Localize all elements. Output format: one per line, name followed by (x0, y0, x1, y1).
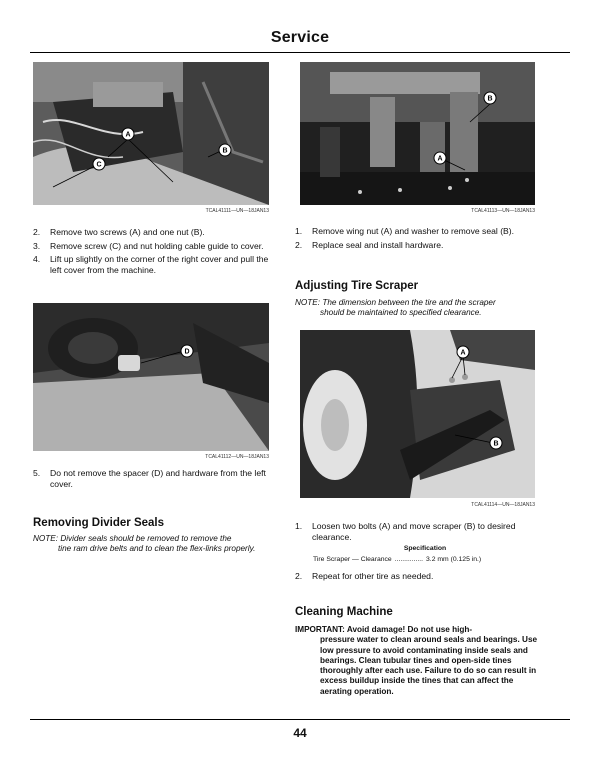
step-item: 4. Lift up slightly on the corner of the right cover and pull the left cover from the machine. (33, 254, 269, 275)
footer-rule (30, 719, 570, 720)
callout-a (457, 346, 469, 358)
photo-caption: TCAL41111—UN—18JAN13 (205, 208, 269, 214)
step-item: 1. Remove wing nut (A) and washer to remove seal (B). (295, 226, 515, 236)
steps-list-adjust-scraper (295, 521, 545, 545)
section-heading-adjusting-tire-scraper: Adjusting Tire Scraper (295, 280, 419, 292)
steps-list-remove-seal (295, 226, 545, 253)
step-item: 1. Loosen two bolts (A) and move scraper (B) to desired clearance. (295, 521, 516, 542)
svg-text:C: C (96, 161, 102, 169)
callout-a (434, 152, 446, 164)
photo-spacer (33, 303, 269, 451)
callout-a (122, 128, 134, 140)
callout-d (181, 345, 193, 357)
steps-list-spacer (33, 468, 269, 492)
svg-text:B: B (487, 95, 493, 103)
svg-text:A: A (125, 131, 131, 139)
page-number: 44 (293, 726, 307, 740)
spec-value: 3.2 mm (0.125 in.) (426, 556, 482, 563)
page-title: Service (270, 29, 330, 46)
step-item: 2. Repeat for other tire as needed. (295, 571, 434, 581)
photo-caption: TCAL41113—UN—18JAN13 (471, 208, 535, 214)
photo-caption: TCAL41112—UN—18JAN13 (205, 454, 269, 460)
specification-title: Specification (403, 545, 447, 552)
photo-tire-scraper (300, 330, 535, 498)
callout-b (490, 437, 502, 449)
svg-text:B: B (222, 147, 228, 155)
steps-list-remove-cover (33, 227, 269, 278)
step-item: 2. Remove two screws (A) and one nut (B). (33, 227, 205, 237)
section-heading-removing-divider-seals: Removing Divider Seals (33, 517, 165, 529)
photo-caption: TCAL41114—UN—18JAN13 (471, 502, 535, 508)
callout-b (219, 144, 231, 156)
step-item: 5. Do not remove the spacer (D) and hardware from the left cover. (33, 468, 266, 489)
svg-text:B: B (493, 440, 499, 448)
photo-divider-seal (300, 62, 535, 205)
photo-cover-screws (33, 62, 269, 205)
header-rule (30, 52, 570, 53)
specification-row (313, 556, 548, 563)
svg-text:A: A (437, 155, 443, 163)
spec-label: Tire Scraper — Clearance (313, 556, 392, 563)
svg-text:A: A (460, 349, 466, 357)
note-divider-seals: NOTE: Divider seals should be removed to remove the tine ram drive belts and to clean the flex-links properly. (33, 534, 256, 553)
callout-c (93, 158, 105, 170)
note-tire-scraper: NOTE: The dimension between the tire and the scraper should be maintained to specified clearance. (295, 298, 496, 317)
steps-list-repeat (295, 571, 545, 585)
svg-text:D: D (184, 348, 190, 356)
section-heading-cleaning-machine: Cleaning Machine (295, 606, 393, 618)
spec-leader: ............... (394, 556, 424, 563)
important-notice: IMPORTANT: Avoid damage! Do not use high- pressure water to clean around seals and bearings. Use low pressure to avoid contaminating inside seals and bearings. Clean tubular tines and open-side tines thoroughly after each use. Failure to do so can result in excess buildup inside the tines that can affect the aerating operation. (295, 625, 538, 696)
step-item: 2. Replace seal and install hardware. (295, 239, 444, 250)
step-item: 3. Remove screw (C) and nut holding cable guide to cover. (33, 240, 264, 251)
callout-b (484, 92, 496, 104)
